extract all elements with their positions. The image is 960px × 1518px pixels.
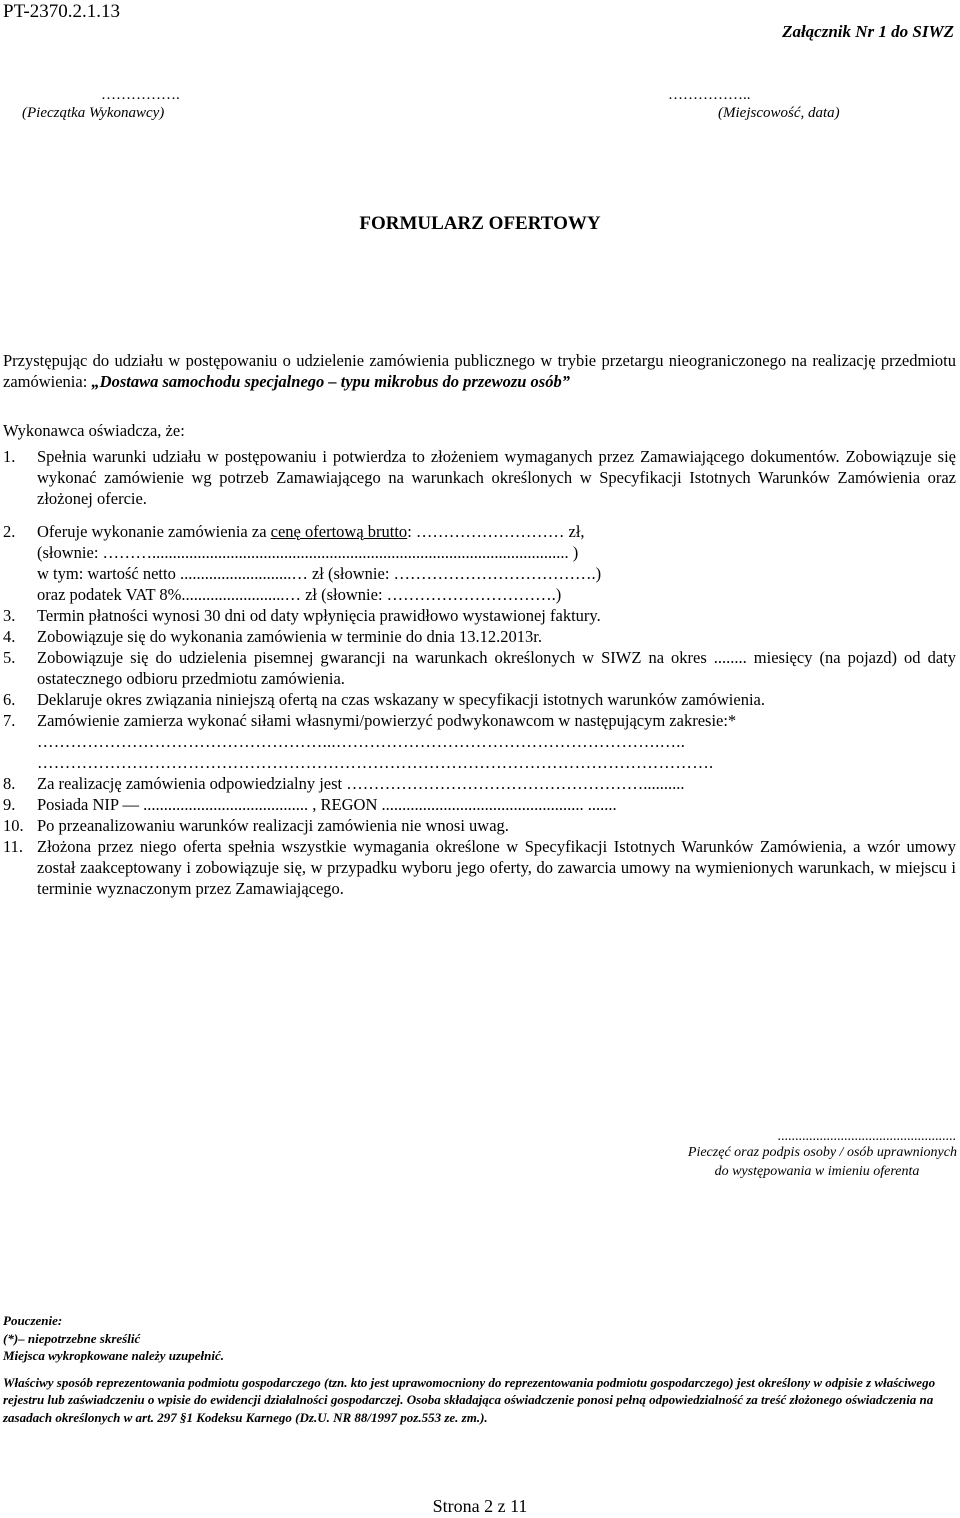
declaration-list xyxy=(3,446,956,899)
item-number: 7. xyxy=(3,711,16,730)
signature-field: ................................................... xyxy=(777,1129,956,1144)
signature-caption-line: do występowania w imieniu oferenta xyxy=(714,1164,920,1179)
item-number: 11. xyxy=(3,837,24,856)
list-item xyxy=(3,710,956,773)
list-item xyxy=(3,626,956,647)
item-text: Za realizację zamówienia odpowiedzialny jest ……………………………………………….......... xyxy=(37,774,685,793)
list-item xyxy=(3,446,956,509)
item-number: 8. xyxy=(3,774,16,793)
representation-note xyxy=(3,1374,956,1427)
item-number: 5. xyxy=(3,648,16,667)
price-block xyxy=(37,521,956,605)
list-item xyxy=(3,815,956,836)
list-item xyxy=(3,647,956,689)
document-reference: PT-2370.2.1.13 xyxy=(3,1,121,22)
item-number: 4. xyxy=(3,627,16,646)
price-lead: Oferuje wykonanie zamówienia za xyxy=(37,522,271,541)
item-text: Deklaruje okres związania niniejszą ofertą na czas wskazany w specyfikacji istotnych warunków zamówienia. xyxy=(37,690,765,709)
list-item xyxy=(3,794,956,815)
intro-paragraph xyxy=(3,350,956,392)
subcontract-field: …………………………………………………………………………………………………………. xyxy=(37,753,714,772)
stamp-label: (Pieczątka Wykonawcy) xyxy=(22,105,165,121)
signature-caption-line: Pieczęć oraz podpis osoby / osób uprawnionych xyxy=(687,1145,957,1160)
item-text: Po przeanalizowaniu warunków realizacji zamówienia nie wnosi uwag. xyxy=(37,816,509,835)
list-item xyxy=(3,836,956,899)
instructions-line: Miejsca wykropkowane należy uzupełnić. xyxy=(3,1348,225,1363)
order-subject: „Dostawa samochodu specjalnego – typu mikrobus do przewozu osób” xyxy=(91,372,570,391)
list-item xyxy=(3,773,956,794)
item-number: 3. xyxy=(3,606,16,625)
item-number: 6. xyxy=(3,690,16,709)
subcontract-field: ……………………………………………...………………………………………………….….. xyxy=(37,732,686,751)
list-item xyxy=(3,605,956,626)
item-text: Zobowiązuje się do udzielenia pisemnej gwarancji na warunkach określonych w SIWZ na okres ........ miesięcy (na pojazd) od daty ostatecznego odbioru przedmiotu zamówienia. xyxy=(37,648,956,688)
net-value-field: w tym: wartość netto ...........................… zł (słownie: ……………………………….) xyxy=(37,564,602,583)
instructions-line: (*)– niepotrzebne skreślić xyxy=(3,1330,141,1346)
representation-text: Właściwy sposób reprezentowania podmiotu gospodarczego (tzn. kto jest uprawomocniony do reprezentowania podmiotu gospodarczego) jest określony w odpisie z właściwego rejestru lub zaświadczeniu o wpisie do ewidencji działalności gospodarczej. Osoba składająca oświadczenie ponosi pełną odpowiedzialność za treść złożonego oświadczenia na zasadach określonych w art. 297 §1 Kodeksu Karnego (Dz.U. NR 88/1997 poz.553 ze. zm.). xyxy=(3,1374,936,1425)
list-item xyxy=(3,521,956,605)
stamp-field: ……………. xyxy=(101,87,180,103)
annex-label: Załącznik Nr 1 do SIWZ xyxy=(782,22,954,41)
place-date-label: (Miejscowość, data) xyxy=(718,105,840,121)
item-number: 10. xyxy=(3,816,24,835)
instructions-block xyxy=(3,1312,956,1426)
item-text: Posiada NIP — ........................................ , REGON ................................................. ....... xyxy=(37,795,617,814)
item-text: Zobowiązuje się do wykonania zamówienia w terminie do dnia 13.12.2013r. xyxy=(37,627,542,646)
price-words-field: (słownie: ………..................................................................................................... ) xyxy=(37,543,579,562)
vat-field: oraz podatek VAT 8%.........................… zł (słownie: ………………………….) xyxy=(37,585,562,604)
place-date-field: …………….. xyxy=(668,87,751,103)
price-field: : ……………………… zł, xyxy=(407,522,585,541)
item-text: Zamówienie zamierza wykonać siłami własnymi/powierzyć podwykonawcom w następującym zakresie:* xyxy=(37,711,737,730)
intro-text: Przystępując do udziału w postępowaniu o udzielenie zamówienia publicznego w trybie przetargu nieograniczonego na realizację przedmiotu zamówienia: xyxy=(3,351,956,391)
price-term: cenę ofertową brutto xyxy=(270,522,408,541)
form-title: FORMULARZ OFERTOWY xyxy=(359,213,601,234)
list-item xyxy=(3,689,956,710)
item-text: Termin płatności wynosi 30 dni od daty wpłynięcia prawidłowo wystawionej faktury. xyxy=(37,606,601,625)
page-number: Strona 2 z 11 xyxy=(432,1496,528,1516)
signature-caption xyxy=(637,1143,957,1181)
instructions-label: Pouczenie: xyxy=(3,1313,63,1328)
declaration-heading: Wykonawca oświadcza, że: xyxy=(3,421,185,440)
item-number: 1. xyxy=(3,447,16,466)
item-number: 2. xyxy=(3,522,16,541)
item-text: Spełnia warunki udziału w postępowaniu i potwierdza to złożeniem wymaganych przez Zamawiającego dokumentów. Zobowiązuje się wykonać zamówienie wg potrzeb Zamawiającego na warunkach określonych w Specyfikacji Istotnych Warunków Zamówienia oraz złożonej ofercie. xyxy=(37,447,956,508)
item-number: 9. xyxy=(3,795,16,814)
item-text: Złożona przez niego oferta spełnia wszystkie wymagania określone w Specyfikacji Istotnych Warunków Zamówienia, a wzór umowy został zaakceptowany i zobowiązuje się, w przypadku wyboru jego oferty, do zawarcia umowy na wymienionych warunkach, w miejscu i terminie wyznaczonym przez Zamawiającego. xyxy=(37,837,956,898)
